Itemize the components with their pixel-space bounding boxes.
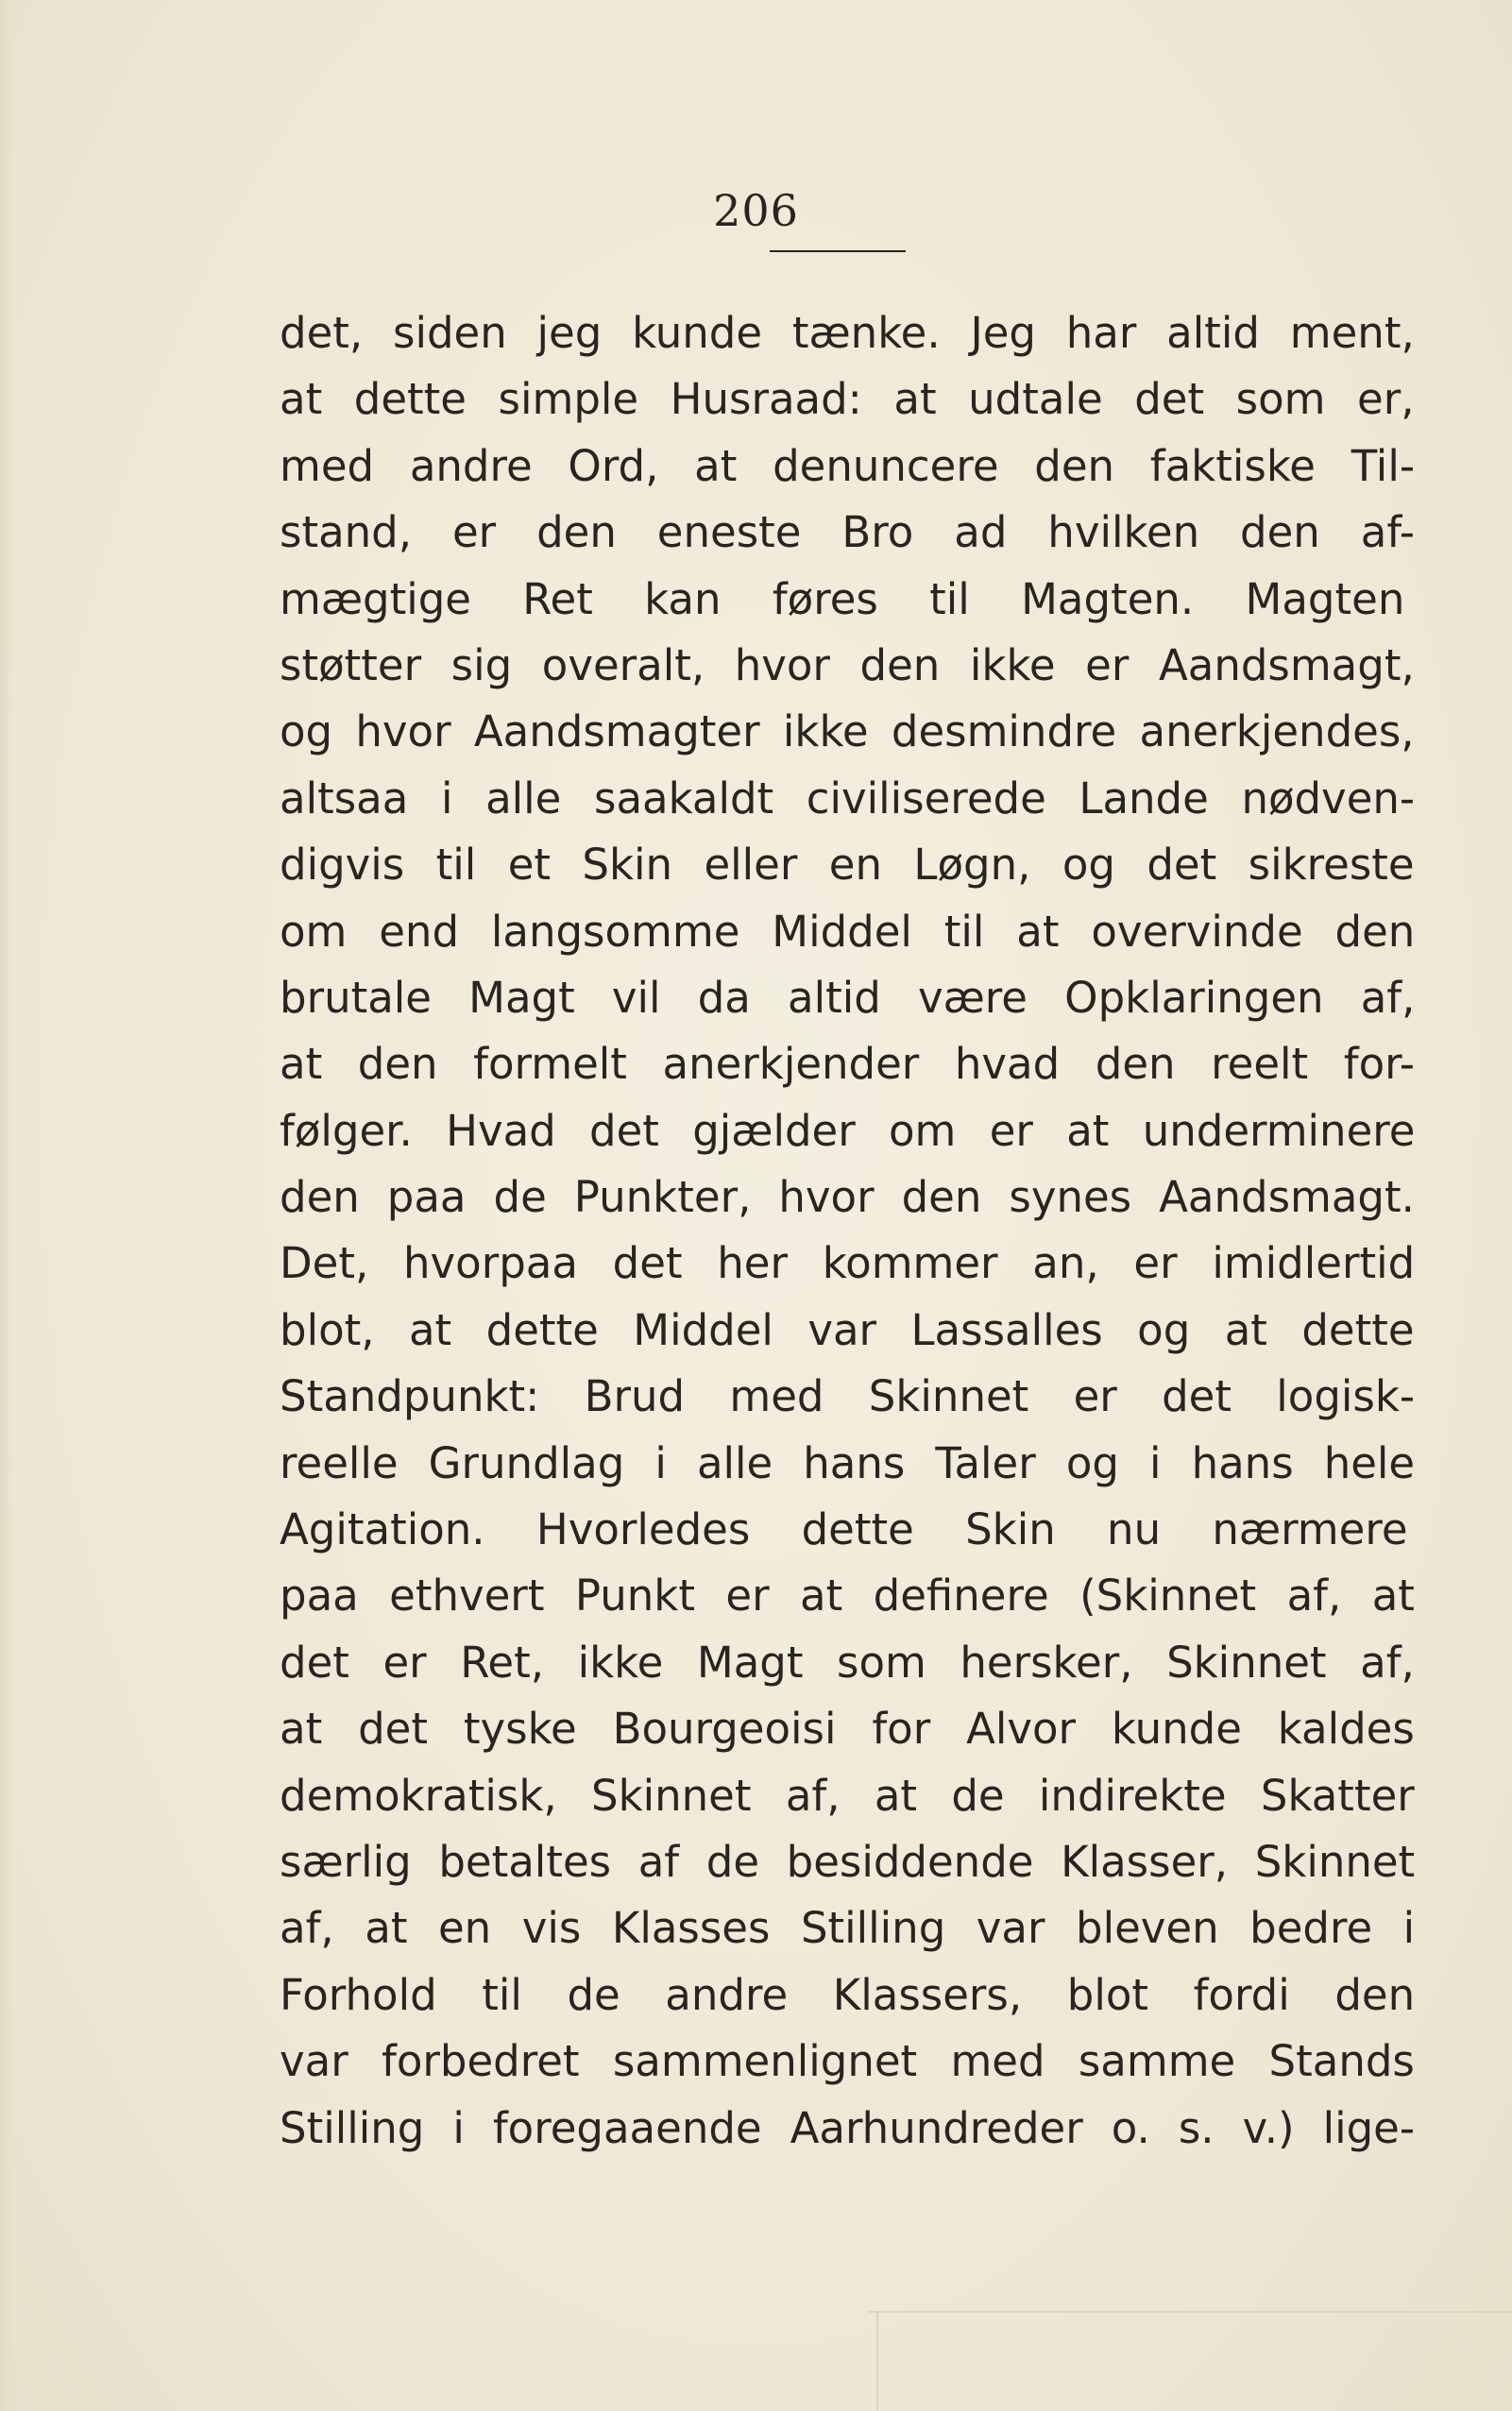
text-line: Forhold til de andre Klassers, blot fordi den [280,1969,1416,2020]
text-line: med andre Ord, at denuncere den faktiske Til- [280,440,1416,491]
text-line: at den formelt anerkjender hvad den reelt for- [280,1039,1415,1090]
text-line: stand, er den eneste Bro ad hvilken den af- [280,507,1415,558]
text-line: altsaa i alle saakaldt civiliserede Lande nødven- [280,773,1416,823]
text-line: at dette simple Husraad: at udtale det som er, [280,374,1415,425]
text-line: følger. Hvad det gjælder om er at underminere [280,1105,1416,1156]
text-line: mægtige Ret kan føres til Magten. Magten [280,573,1405,624]
text-line: det er Ret, ikke Magt som hersker, Skinnet af, [280,1637,1415,1688]
bottom-corner-mark-horizontal [869,2311,1512,2313]
text-line: brutale Magt vil da altid være Opklaringen af, [280,972,1416,1023]
text-line: Stilling i foregaaende Aarhundreder o. s. v.) lige- [280,2102,1416,2153]
bottom-corner-mark-vertical [876,2313,878,2411]
text-line: var forbedret sammenlignet med samme Stands [280,2036,1415,2087]
page-number-underline [770,250,906,252]
text-line: Agitation. Hvorledes dette Skin nu nærmere [280,1504,1408,1555]
text-line: reelle Grundlag i alle hans Taler og i hans hele [280,1437,1416,1488]
text-line: om end langsomme Middel til at overvinde den [280,906,1416,957]
text-line: og hvor Aandsmagter ikke desmindre anerkjendes, [280,706,1415,757]
page-number: 206 [713,185,799,236]
page-left-edge-shadow [0,0,13,2411]
text-line: demokratisk, Skinnet af, at de indirekte Skatter [280,1770,1415,1821]
text-line: særlig betaltes af de besiddende Klasser, Skinnet [280,1836,1416,1887]
text-line: digvis til et Skin eller en Løgn, og det sikreste [280,840,1415,891]
body-text [280,300,1415,2162]
text-line: det, siden jeg kunde tænke. Jeg har altid ment, [280,308,1415,358]
text-line: at det tyske Bourgeoisi for Alvor kunde kaldes [280,1704,1415,1755]
text-line: Det, hvorpaa det her kommer an, er imidlertid [280,1238,1416,1289]
text-line: paa ethvert Punkt er at definere (Skinnet af, at [280,1571,1415,1621]
text-line: den paa de Punkter, hvor den synes Aandsmagt. [280,1172,1415,1223]
text-line: af, at en vis Klasses Stilling var bleven bedre i [280,1903,1416,1954]
text-line: Standpunkt: Brud med Skinnet er det logisk- [280,1371,1416,1422]
text-line: blot, at dette Middel var Lassalles og at dette [280,1304,1415,1355]
text-line: støtter sig overalt, hvor den ikke er Aandsmagt, [280,639,1415,690]
